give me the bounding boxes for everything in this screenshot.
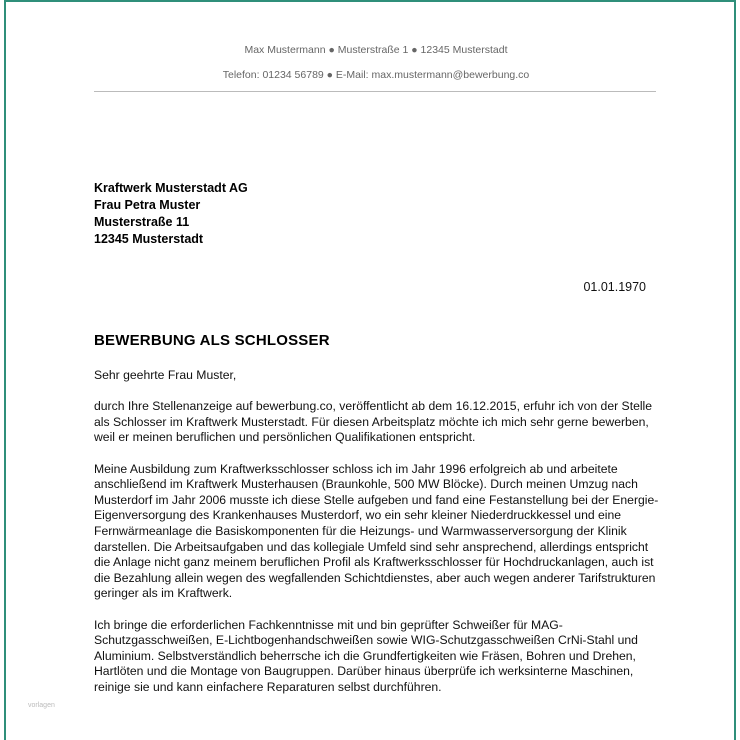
body-paragraph: Ich bringe die erforderlichen Fachkenntnisse mit und bin geprüfter Schweißer für MAG-Schutzgasschweißen, E-Lichtbogenhandschweißen sowie WIG-Schutzgasschweißen CrNi-Stahl und Aluminium. Selbstverständlich beherrsche ich die Grundfertigkeiten wie Fräsen, Bohren und Drehen, Hartlöten und die Montage von Baugruppen. Darüber hinaus überprüfe ich werksinterne Maschinen, reinige sie und kann einfachere Reparaturen selbst durchführen.	[94, 617, 638, 694]
salutation: Sehr geehrte Frau Muster,	[94, 368, 237, 382]
sender-address-line: Max Mustermann ● Musterstraße 1 ● 12345 Musterstadt	[244, 44, 508, 56]
recipient-address	[94, 180, 248, 248]
letter-subject: BEWERBUNG ALS SCHLOSSER	[94, 332, 330, 349]
letter-body	[94, 368, 666, 711]
body-paragraph: durch Ihre Stellenanzeige auf bewerbung.co, veröffentlicht ab dem 16.12.2015, erfuhr ich von der Stelle als Schlosser im Kraftwerk Musterstadt. Für diesen Arbeitsplatz möchte ich mich sehr gerne bewerben, weil er meinen beruflichen und persönlichen Qualifikationen entspricht.	[94, 399, 653, 445]
recipient-company: Kraftwerk Musterstadt AG	[94, 181, 248, 195]
header-divider	[94, 91, 656, 92]
recipient-city: 12345 Musterstadt	[94, 232, 204, 246]
watermark: vorlagen	[28, 702, 55, 709]
sender-contact-line: Telefon: 01234 56789 ● E-Mail: max.mustermann@bewerbung.co	[222, 69, 530, 81]
letter-page	[4, 0, 736, 740]
recipient-street: Musterstraße 11	[94, 215, 190, 229]
letter-date: 01.01.1970	[583, 280, 646, 294]
body-paragraph: Meine Ausbildung zum Kraftwerksschlosser schloss ich im Jahr 1996 erfolgreich ab und arbeitete anschließend im Kraftwerk Musterhausen (Braunkohle, 500 MW Blöcke). Durch meinen Umzug nach Musterdorf im Jahr 2006 musste ich diese Stelle aufgeben und fand eine Festanstellung bei der Energie-Eigenversorgung des Krankenhauses Musterdorf, wo ein sehr kleiner Niederdruckkessel und eine Fernwärmeanlage die Basiskomponenten für die Heizungs- und Warmwasserversorgung der Klinik darstellen. Die Arbeitsaufgaben und das kollegiale Umfeld sind sehr ansprechend, allerdings entspricht die Anlage nicht ganz meinem beruflichen Profil als Kraftwerksschlosser für Hochdruckanlagen, auch ist die Bezahlung allein wegen des wegfallenden Schichtdienstes, aber auch wegen anderer Tarifstrukturen geringer als im Kraftwerk.	[94, 461, 659, 601]
recipient-person: Frau Petra Muster	[94, 198, 201, 212]
